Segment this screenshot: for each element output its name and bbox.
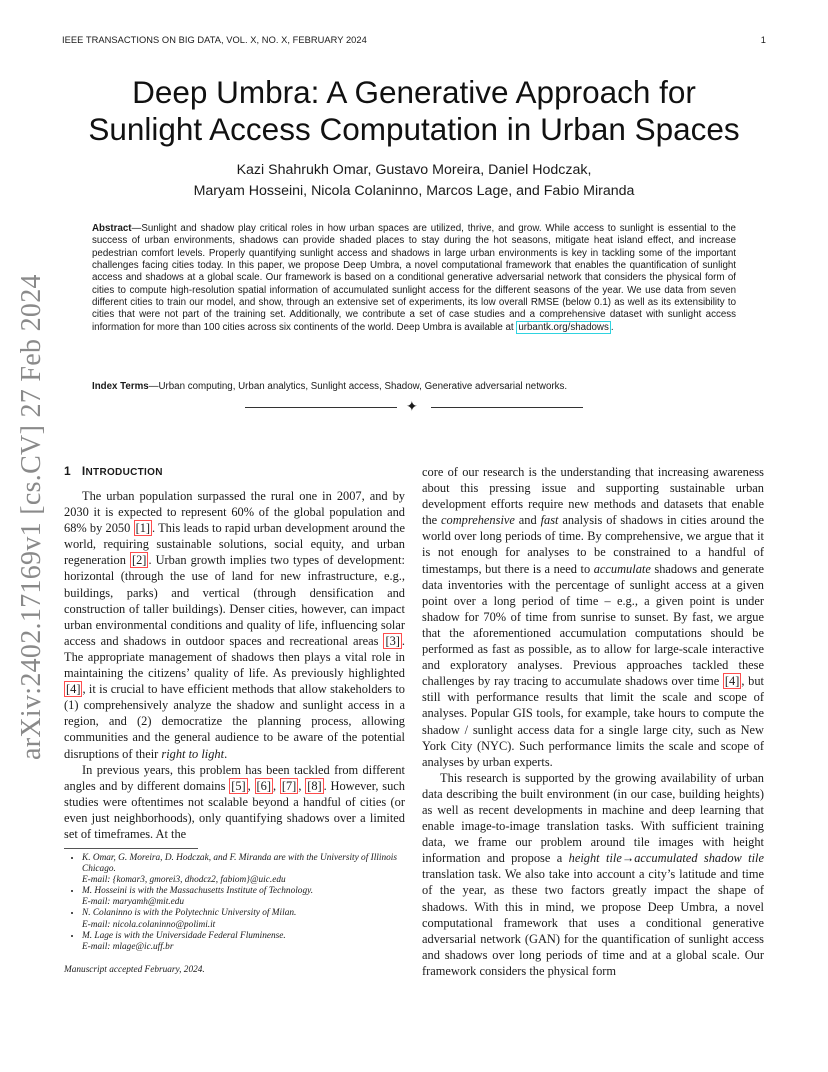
column-left: [64, 488, 405, 842]
citation-link[interactable]: [4]: [724, 674, 740, 689]
paragraph-3: [422, 464, 764, 770]
text: . The appropriate management of shadows then plays a vital role in maintaining the citizens’ quality of life. As previously highlighted: [64, 633, 405, 681]
text: ,: [298, 778, 306, 793]
abstract-label: Abstract: [92, 223, 132, 234]
text: K. Omar, G. Moreira, D. Hodczak, and F. Miranda are with the University of Illinois Chicago.: [82, 853, 397, 875]
index-terms-label: Index Terms: [92, 381, 149, 392]
paper-title: [40, 74, 788, 148]
author-list: [60, 160, 768, 202]
text: M. Lage is with the Universidade Federal Fluminense.: [82, 930, 286, 941]
text: .: [224, 746, 228, 761]
text: In previous years, this problem has been tackled from different angles and by different domains: [64, 762, 405, 793]
footnotes: [64, 853, 409, 976]
citation-link[interactable]: [7]: [281, 778, 297, 793]
section-title-rest: NTRODUCTION: [85, 467, 163, 478]
separator-diamond-icon: ✦: [406, 400, 418, 415]
running-header: [62, 35, 766, 45]
emphasis: right to light: [161, 746, 225, 761]
text: , but still with performance results that limit the scale and scope of analyses. Popular GIS tools, for example, take hours to compute the shadow / sunlight access data for a single large city, such as New York City (NYC). Such performance limits the scale and scope of analyses by urban experts.: [422, 674, 764, 769]
emphasis: accumulate: [593, 561, 651, 576]
section-separator: [245, 402, 583, 414]
index-terms: [92, 381, 736, 392]
citation-link[interactable]: [6]: [256, 778, 271, 793]
citation-link[interactable]: [8]: [307, 778, 322, 793]
column-right: [422, 464, 764, 979]
text: This research is supported by the growing availability of urban data describing the built environment (in our case, building heights) as well as recent developments in machine and deep learning that enable image-to-image translation tasks. With sufficient training data, we frame our problem around tile images with height information and propose a: [422, 770, 764, 866]
emphasis: fast: [540, 513, 559, 528]
paragraph-1: [64, 488, 405, 762]
abstract: [92, 223, 736, 334]
title-line-1: Deep Umbra: A Generative Approach for: [132, 74, 696, 110]
journal-name: IEEE TRANSACTIONS ON BIG DATA, VOL. X, NO. X, FEBRUARY 2024: [62, 35, 367, 45]
index-terms-text: —Urban computing, Urban analytics, Sunlight access, Shadow, Generative adversarial networks.: [148, 381, 568, 392]
citation-link[interactable]: [5]: [231, 778, 246, 793]
text: M. Hosseini is with the Massachusetts Institute of Technology.: [82, 886, 314, 897]
separator-line-left: [245, 407, 397, 408]
text: translation task. We also take into account a city’s latitude and time of the year, as these two factors greatly impact the shape of shadows. With this in mind, we propose Deep Umbra, a novel computational framework that uses a conditional generative adversarial network (GAN) for the quantification of sunlight access and shadows over long periods of time and at a global scale. Our framework considers the physical form: [422, 867, 764, 978]
abstract-text: —Sunlight and shadow play critical roles in how urban spaces are utilized, thrive, and grow. While access to sunlight is essential to the success of urban environments, shadows can provide shaded places to stay during the hot seasons, mitigate heat island effect, and increase pedestrian comfort levels. Properly quantifying sunlight access and shadows in large urban environments is key in tackling some of the important challenges facing cities today. In this paper, we propose Deep Umbra, a novel computational framework that enables the quantification of sunlight access and shadows at a global scale. Our framework is based on a conditional generative adversarial network that considers the physical form of cities to compute high-resolution spatial information of accumulated sunlight access for the different seasons of the year. We use data from seven different cities to train our model, and show, through an extensive set of experiments, its low overall RMSE (below 0.1) as well as its extensibility to cities that were not part of the training set. Additionally, we contribute a set of case studies and a comprehensive dataset with sunlight access information for more than 100 cities across six continents of the world. Deep Umbra is available at: [92, 223, 736, 333]
abstract-end: .: [610, 321, 614, 333]
section-title-initial: I: [81, 464, 86, 478]
footnote-item: [82, 853, 409, 886]
arxiv-stamp: arXiv:2402.17169v1 [cs.CV] 27 Feb 2024: [16, 274, 47, 760]
text: ,: [272, 778, 280, 793]
text: The urban population surpassed the rural one in 2007, and by 2030 it is expected to represent 60% of the global population and 68% by 2050: [64, 489, 405, 536]
separator-line-right: [431, 407, 583, 408]
authors-line-1: Kazi Shahrukh Omar, Gustavo Moreira, Daniel Hodczak,: [236, 162, 592, 178]
section-number: 1: [64, 464, 71, 478]
citation-link[interactable]: [2]: [131, 553, 147, 568]
email: E-mail: {komar3, gmorei3, dhodcz2, fabiom}@uic.edu: [82, 875, 286, 886]
citation-link[interactable]: [3]: [385, 633, 400, 648]
title-line-2: Sunlight Access Computation in Urban Spaces: [88, 111, 740, 147]
citation-link[interactable]: [4]: [66, 682, 81, 697]
emphasis: height tile→accumulated shadow tile: [568, 851, 764, 866]
footnote-item: [82, 886, 409, 908]
footnote-rule: [64, 848, 198, 849]
section-heading: [64, 464, 163, 478]
emphasis: comprehensive: [441, 513, 515, 528]
email: E-mail: nicola.colaninno@polimi.it: [82, 919, 216, 930]
paragraph-2: [64, 762, 405, 842]
text: . However, such studies were oftentimes not scalable beyond a handful of cities (or even just neighborhoods), only quantifying shadows over a limited set of timeframes. At the: [64, 778, 405, 841]
authors-line-2: Maryam Hosseini, Nicola Colaninno, Marcos Lage, and Fabio Miranda: [193, 183, 635, 199]
citation-link[interactable]: [1]: [135, 521, 151, 536]
manuscript-note: Manuscript accepted February, 2024.: [64, 964, 205, 975]
text: core of our research is the understanding that increasing awareness about this pressing issue and supporting sustainable urban development efforts require new methods and datasets that enable the: [422, 465, 764, 528]
email: E-mail: mlage@ic.uff.br: [82, 941, 174, 952]
page-number: 1: [760, 35, 766, 45]
email: E-mail: maryamh@mit.edu: [82, 897, 185, 908]
text: analysis of shadows in cities around the world over long periods of time. By comprehensive, we argue that it is not enough for analyses to be constrained to a handful of timestamps, but there is a need to: [422, 513, 764, 576]
paragraph-4: [422, 770, 764, 979]
footnote-item: [82, 908, 409, 930]
text: and: [514, 513, 541, 528]
shadows-link[interactable]: urbantk.org/shadows: [518, 321, 609, 333]
text: N. Colaninno is with the Polytechnic University of Milan.: [82, 908, 297, 919]
text: . Urban growth implies two types of development: horizontal (through the use of land for new infrastructure, e.g., buildings, parks) and vertical (through densification and construction of taller buildings). Denser cities, however, can impact urban environmental conditions and quality of life, influencing solar access and shadows in outdoor spaces and recreational areas: [64, 553, 405, 648]
footnote-item: [82, 931, 409, 953]
text: ,: [247, 778, 255, 793]
text: shadows and generate data inventories with the percentage of sunlight access at a given point over a long period of time – e.g., a given point is under shadow for 70% of time from sunrise to sunset. By fast, we argue that the aforementioned accumulation computations should be performed as fast as possible, as to allow for large-scale interactive and exploratory analyses. Previous approaches tackled these challenges by ray tracing to accumulate shadows over time: [422, 561, 764, 689]
text: . This leads to rapid urban development around the world, requiring sustainable solutions, social equity, and urban regeneration: [64, 521, 405, 568]
text: , it is crucial to have efficient methods that allow stakeholders to (1) comprehensively analyze the shadow and sunlight access in a region, and (2) democratize the planning process, allowing communities and the general audience to be aware of the potential disruptions of their: [64, 682, 405, 761]
